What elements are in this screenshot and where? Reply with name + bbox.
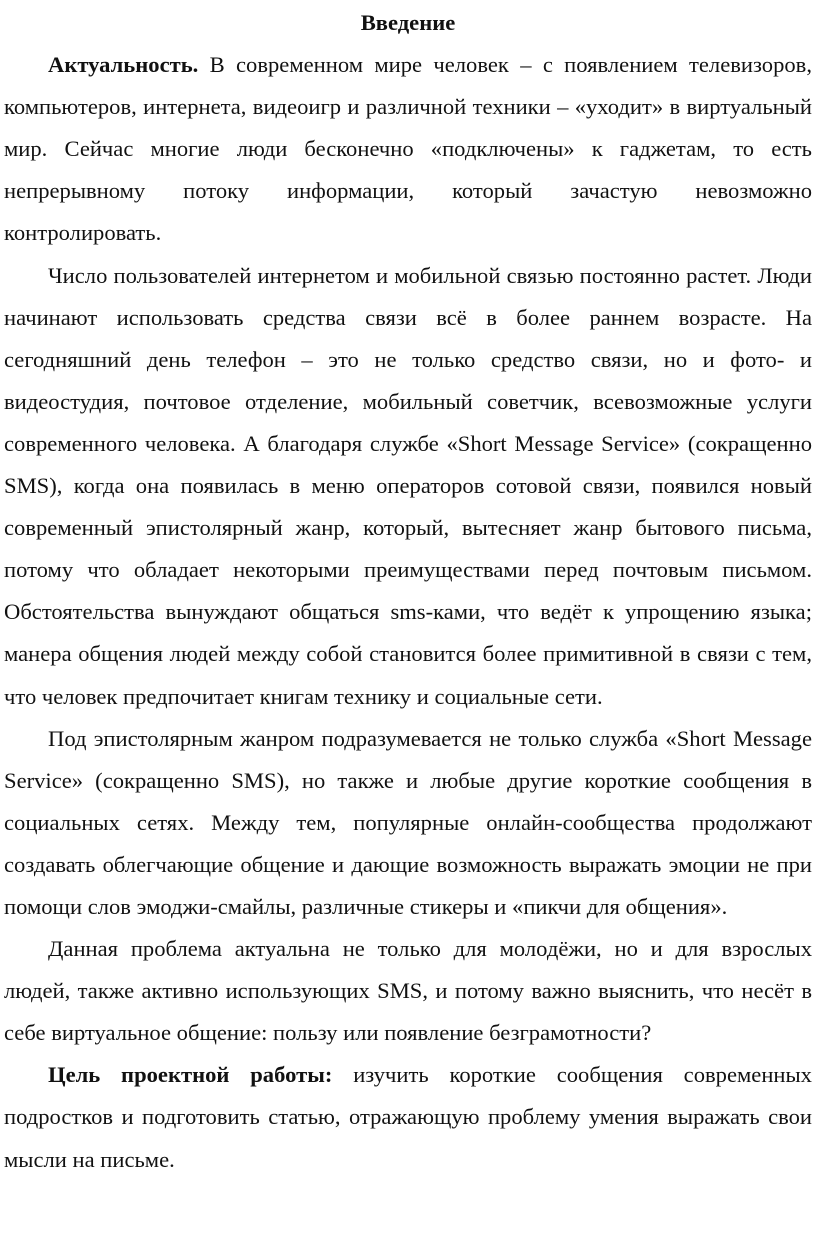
paragraph-goal bbox=[4, 1054, 812, 1180]
paragraph-relevance bbox=[4, 44, 812, 254]
paragraph-lead: Актуальность. bbox=[48, 52, 199, 78]
paragraph-text: Под эпистолярным жанром подразумевается не только служба «Short Message Service» (сокращенно SMS), но также и любые другие короткие сообщения в социальных сетях. Между тем, популярные онлайн-сообщества продолжают создавать облегчающие общение и дающие возможность выражать эмоции не при помощи слов эмоджи-смайлы, различные стикеры и «пикчи для общения». bbox=[4, 725, 812, 919]
paragraph-epistolary bbox=[4, 718, 812, 928]
paragraph-text: Число пользователей интернетом и мобильной связью постоянно растет. Люди начинают использовать средства связи всё в более раннем возрасте. На сегодняшний день телефон – это не только средство связи, но и фото- и видеостудия, почтовое отделение, мобильный советчик, всевозможные услуги современного человека. А благодаря службе «Short Message Service» (сокращенно SMS), когда она появилась в меню операторов сотовой связи, появился новый современный эпистолярный жанр, который, вытесняет жанр бытового письма, потому что обладает некоторыми преимуществами перед почтовым письмом. Обстоятельства вынуждают общаться sms-ками, что ведёт к упрощению языка; манера общения людей между собой становится более примитивной в связи с тем, что человек предпочитает книгам технику и социальные сети. bbox=[4, 262, 812, 709]
paragraph-text: Данная проблема актуальна не только для молодёжи, но и для взрослых людей, также активно использующих SMS, и потому важно выяснить, что несёт в себе виртуальное общение: пользу или появление безграмотности? bbox=[4, 936, 812, 1046]
paragraph-problem bbox=[4, 928, 812, 1054]
paragraph-text: В современном мире человек – с появлением телевизоров, компьютеров, интернета, видеоигр и различной техники – «уходит» в виртуальный мир. Сейчас многие люди бесконечно «подключены» к гаджетам, то есть непрерывному потоку информации, который зачастую невозможно контролировать. bbox=[4, 52, 812, 246]
paragraph-users bbox=[4, 255, 812, 718]
document-title: Введение bbox=[360, 10, 456, 35]
paragraph-lead: Цель проектной работы: bbox=[48, 1062, 333, 1088]
paragraph-text: изучить короткие сообщения современных подростков и подготовить статью, отражающую проблему умения выражать свои мысли на письме. bbox=[4, 1062, 812, 1172]
